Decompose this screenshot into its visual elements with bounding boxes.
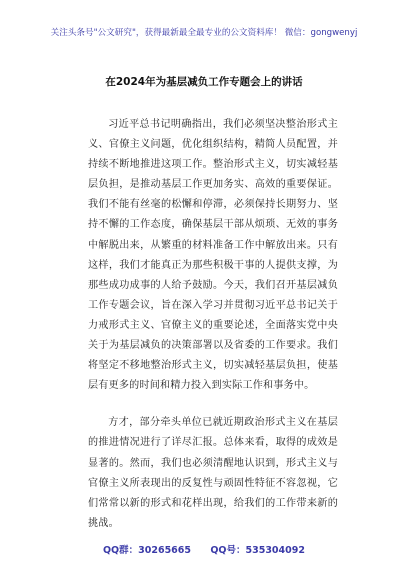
document-title: 在2024年为基层减负工作专题会上的讲话 bbox=[105, 76, 303, 88]
paragraph: 习近平总书记明确指出，我们必须坚决整治形式主义、官僚主义问题，优化组织结构，精简人员配置，并持续不断地推进这项工作。整治形式主义，切实减轻基层负担，是推动基层工作更加务实、高效的重要保证。我们不能有丝毫的松懈和停滞，必须保持长期努力、坚持不懈的工作态度，确保基层干部从烦琐、无效的事务中解脱出来，从繁重的材料准备工作中解放出来。只有这样，我们才能真正为那些积极干事的人提供支撑，为那些成功成事的人给予鼓励。今天，我们召开基层减负工作专题会议，旨在深入学习并贯彻习近平总书记关于力戒形式主义、官僚主义的重要论述，全面落实党中央关于为基层减负的决策部署以及省委的工作要求。我们将坚定不移地整治形式主义，切实减轻基层负担，使基层有更多的时间和精力投入到实际工作和事务中。 bbox=[88, 119, 338, 392]
document-body bbox=[88, 115, 338, 534]
footer-qq-number: QQ号：535304092 bbox=[210, 545, 305, 556]
footer-contact bbox=[0, 542, 408, 556]
paragraph: 方才，部分牵头单位已就近期政治形式主义在基层的推进情况进行了详尽汇报。总体来看，取得的成效是显著的。然而，我们也必须清醒地认识到，形式主义与官僚主义所表现出的反复性与顽固性特征不容忽视，它们常常以新的形式和花样出现，给我们的工作带来新的挑战。 bbox=[88, 417, 338, 529]
header-banner: 关注头条号"公文研究"，获得最新最全最专业的公文资料库！ 微信：gongwenyj bbox=[50, 28, 358, 38]
footer-qq-group: QQ群：30265665 bbox=[102, 545, 192, 556]
